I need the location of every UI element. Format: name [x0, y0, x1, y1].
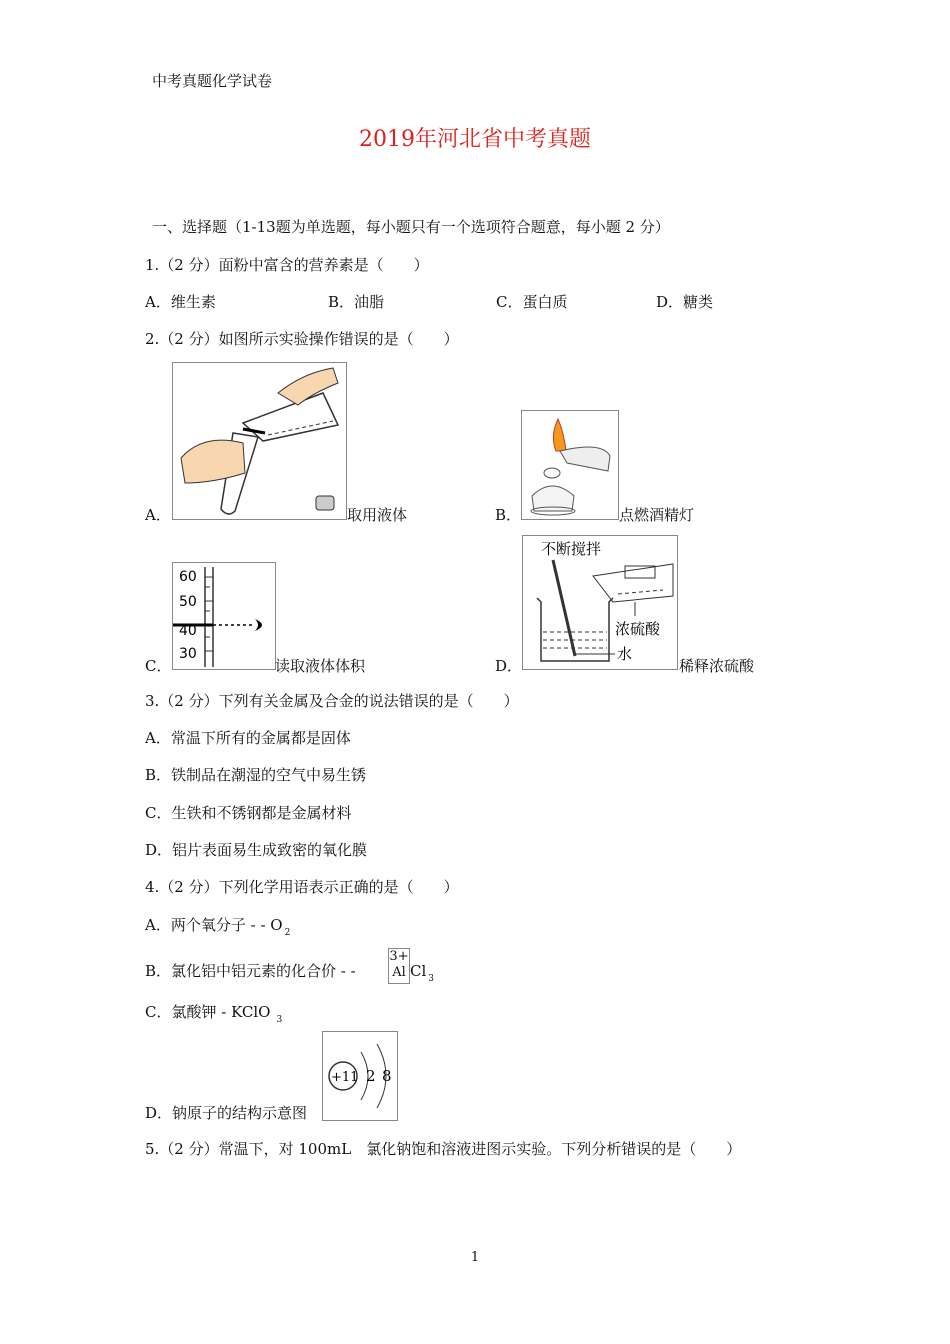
valence-element: Al: [392, 965, 406, 980]
question-4-option-b-text: B．氯化铝中铝元素的化合价 - -: [145, 962, 356, 980]
question-5-stem: 5.（2 分）常温下，对 100mL 氯化钠饱和溶液进图示实验。下列分析错误的是（ ）: [145, 1140, 742, 1158]
question-1-option-b: B．油脂: [328, 293, 385, 311]
nucleus-charge: +11: [331, 1070, 359, 1085]
question-2-option-b-caption: 点燃酒精灯: [619, 506, 695, 524]
question-2-stem: 2.（2 分）如图所示实验操作错误的是（ ）: [145, 330, 459, 348]
question-2-option-c-caption: 读取液体体积: [275, 657, 366, 675]
question-4-option-a: [145, 916, 290, 937]
question-4-option-a-text: A．两个氧分子 - - O: [145, 916, 283, 934]
question-3-option-d: D．铝片表面易生成致密的氧化膜: [145, 841, 368, 859]
question-3-option-b: B．铁制品在潮湿的空气中易生锈: [145, 766, 367, 784]
question-2-option-a-letter: A．: [145, 506, 171, 524]
figure-alcohol-lamp: [521, 410, 619, 520]
page-header: 中考真题化学试卷: [152, 72, 273, 90]
figure-graduated-cylinder: [172, 562, 276, 670]
question-4-option-c: [145, 1003, 282, 1024]
question-1-option-d: D．糖类: [656, 293, 714, 311]
figure-sodium-atom: [322, 1031, 398, 1121]
question-3-option-a: A．常温下所有的金属都是固体: [145, 729, 351, 747]
label-concentrated-acid: 浓硫酸: [615, 620, 661, 638]
question-4-option-b-formula: [410, 962, 434, 983]
question-3-stem: 3.（2 分）下列有关金属及合金的说法错误的是（ ）: [145, 692, 519, 710]
figure-pour-liquid: [172, 362, 347, 520]
formula-cl: Cl: [410, 962, 427, 980]
question-2-option-a-caption: 取用液体: [347, 506, 408, 524]
question-1-stem: 1.（2 分）面粉中富含的营养素是（ ）: [145, 256, 429, 274]
figure-dilute-acid: [522, 535, 678, 670]
subscript: 3: [428, 974, 435, 984]
subscript: 2: [284, 928, 291, 938]
question-1-option-a: A．维生素: [145, 293, 216, 311]
shell-2-count: 8: [382, 1067, 392, 1085]
label-water: 水: [617, 645, 633, 663]
valence-charge: 3+: [389, 949, 409, 964]
question-3-option-c: C．生铁和不锈钢都是金属材料: [145, 804, 352, 822]
question-4-option-c-text: C．氯酸钾 - KClO: [145, 1003, 271, 1021]
section-heading: 一、选择题（1-13题为单选题，每小题只有一个选项符合题意，每小题 2 分）: [152, 218, 670, 236]
scale-label-40: 40: [179, 623, 197, 639]
page-title: 2019年河北省中考真题: [359, 127, 591, 152]
page-number: 1: [470, 1250, 480, 1265]
question-2-option-c-letter: C．: [145, 657, 172, 675]
question-2-option-b-letter: B．: [495, 506, 522, 524]
subscript: 3: [276, 1015, 283, 1025]
scale-label-50: 50: [179, 594, 197, 610]
scale-label-60: 60: [179, 569, 197, 585]
question-4-stem: 4.（2 分）下列化学用语表示正确的是（ ）: [145, 878, 459, 896]
question-1-option-c: C．蛋白质: [496, 293, 568, 311]
shell-1-count: 2: [366, 1067, 376, 1085]
question-4-option-d: D．钠原子的结构示意图: [145, 1104, 308, 1122]
label-keep-stirring: 不断搅拌: [541, 540, 602, 558]
question-2-option-d-caption: 稀释浓硫酸: [679, 657, 755, 675]
question-2-option-d-letter: D．: [495, 657, 523, 675]
scale-label-30: 30: [179, 646, 197, 662]
valence-box: [388, 948, 410, 984]
